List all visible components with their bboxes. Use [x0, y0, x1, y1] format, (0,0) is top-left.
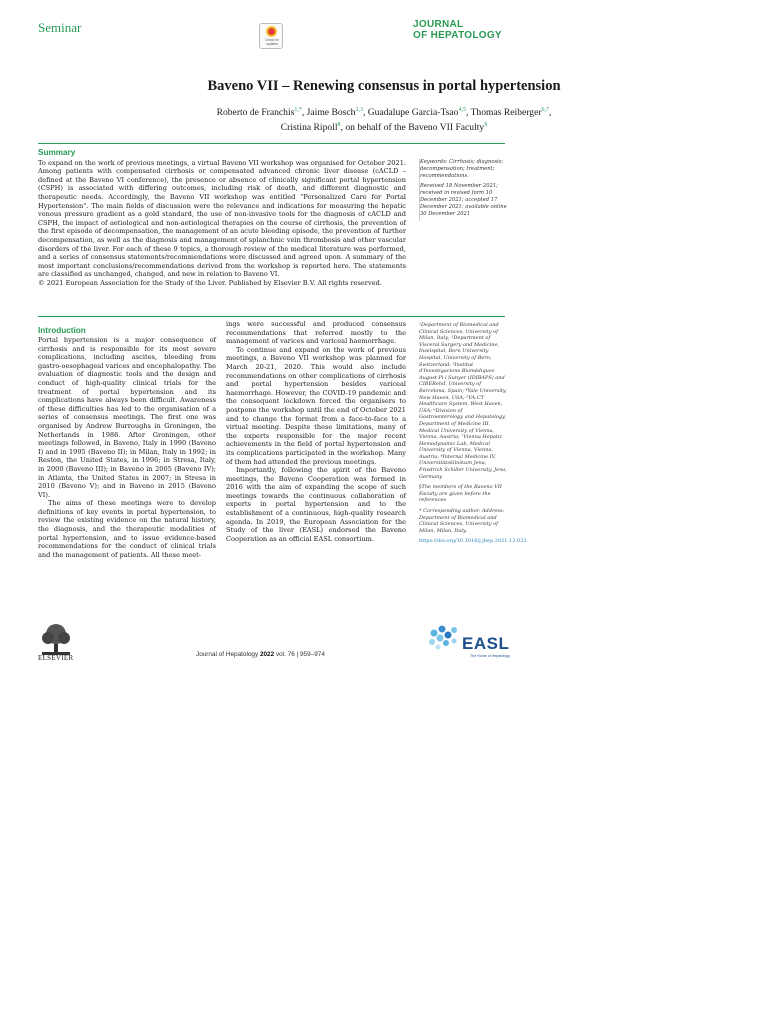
crossmark-badge[interactable]	[259, 23, 283, 49]
crossmark-icon	[266, 26, 277, 37]
article-title: Baveno VII – Renewing consensus in portal hypertension	[207, 78, 561, 94]
author-affiliation-ref[interactable]: 6,7	[541, 107, 550, 113]
author-name[interactable]: Thomas Reiberger	[470, 107, 542, 119]
author-name[interactable]: Guadalupe Garcia-Tsao	[367, 107, 459, 119]
author-affiliation-ref[interactable]: 2,3	[355, 107, 363, 113]
intro-paragraph: The aims of these meetings were to develop definitions of key events in portal hypertension, to review the existing evidence on the natural history, the diagnosis, and the therapeutic modalities of portal hypertension, and to issue evidence-based recommendations for the conduct of clinical trials and the management of patients. All these meet-	[38, 499, 216, 559]
intro-paragraph: Importantly, following the spirit of the Baveno meetings, the Baveno Cooperation was formed in 2016 with the aim of expanding the scope of such meetings towards the continuous collaboration of experts in portal hypertension and to the establishment of a continuous, high-quality research agenda. In 2019, the European Association for the Study of the liver (EASL) endorsed the Baveno Cooperation as an official EASL consortium.	[226, 466, 406, 543]
journal-volume-pages: vol. 76 | 959–974	[275, 651, 325, 658]
intro-paragraph: To continue and expand on the work of previous meetings, a Baveno VII workshop was planned for March 20-21, 2020. This would also include recommendations on other complications of cirrhosis and portal hypertension besides variceal haemorrhage. However, the COVID-19 pandemic and the consequent lockdown forced the organisers to postpone the workshop until the end of October 2021 and to change the format from a face-to-face to a virtual meeting. Despite these limitations, many of the experts responsible for the major recent achievements in the field of portal hypertension and its complications participated in the workshop. Many of them had attended the previous meetings.	[226, 345, 406, 466]
journal-logo-line1: JOURNAL	[413, 19, 464, 30]
faculty-ref[interactable]: §	[484, 122, 488, 129]
journal-logo	[413, 19, 502, 41]
affiliations-box	[419, 322, 527, 549]
author-name[interactable]: Cristina Ripoll	[280, 122, 338, 134]
received-dates: Received 18 November 2021; received in revised form 10 December 2021; accepted 17 December 2021; available online 30 December 2021	[420, 183, 507, 217]
intro-column-2	[226, 320, 406, 543]
journal-citation	[196, 651, 325, 658]
doi-link[interactable]: https://doi.org/10.1016/j.jhep.2021.12.022	[419, 538, 527, 545]
section-label: Seminar	[38, 20, 82, 35]
easl-wordmark: EASL	[462, 634, 510, 653]
intro-paragraph: ings were successful and produced consensus recommendations that referred mostly to the management of varices and variceal haemorrhage.	[226, 320, 406, 346]
summary-block	[38, 149, 406, 288]
faculty-note: §The members of the Baveno VII Faculty are given before the references	[419, 484, 502, 504]
introduction-heading: Introduction	[38, 326, 86, 335]
journal-year: 2022	[259, 651, 275, 658]
summary-text: To expand on the work of previous meetings, a virtual Baveno VII workshop was organised for October 2021. Among patients with compensated cirrhosis or compensated advanced chronic liver disease (cACLD – defined at the Baveno VI conference), the presence or absence of clinically significant portal hypertension (CSPH) is associated with differing outcomes, including risk of death, and different diagnostic and therapeutic needs. Accordingly, the Baveno VII workshop was entitled "Personalized Care for Portal Hypertension". The main fields of discussion were the relevance and indications for measuring the hepatic venous pressure gradient as a gold standard, the use of non-invasive tools for the diagnosis of cACLD and CSPH, the impact of aetiological and non-aetiological therapies on the course of cirrhosis, the prevention of the first episode of decompensation, the management of an acute bleeding episode, the prevention of further decompensation, as well as the diagnosis and management of splanchnic vein thrombosis and other vascular disorders of the liver. For each of these 9 topics, a thorough review of the medical literature was performed, and a series of consensus statements/recommendations were discussed and agreed upon. A summary of the most important conclusions/recommendations derived from the workshop is reported here. The statements are classified as unchanged, changed, and new in relation to Baveno VI.	[38, 158, 406, 279]
summary-heading: Summary	[38, 148, 76, 157]
summary-copyright: © 2021 European Association for the Study of the Liver. Published by Elsevier B.V. All rights reserved.	[38, 278, 382, 287]
author-group: , on behalf of the Baveno VII Faculty	[340, 122, 485, 134]
elsevier-wordmark: ELSEVIER	[38, 654, 74, 662]
author-name[interactable]: Roberto de Franchis	[216, 107, 295, 119]
easl-tagline: The Home of Hepatology	[470, 654, 510, 658]
intro-paragraph: Portal hypertension is a major consequence of cirrhosis and is responsible for its most severe complications, including ascites, bleeding from gastro-oesophageal varices and encephalopathy. The evaluation of diagnostic tools and the design and conduct of high-quality clinical trials for the treatment of portal hypertension and its complications have always been difficult. Awareness of these difficulties has led to the organisation of a series of consensus meetings. The first one was organised by Andrew Burroughs in Groningen, the Netherlands in 1986. After Groningen, other meetings followed, in Baveno, Italy in 1990 (Baveno I) and in 1995 (Baveno II); in Milan, Italy in 1992; in Reston, the United States, in 1996; in Stresa, Italy, in 2000 (Baveno III); in Baveno in 2005 (Baveno IV); in Atlanta, the United States in 2007; in Stresa in 2010 (Baveno V); and in Baveno in 2015 (Baveno VI).	[38, 336, 216, 499]
affiliations: ¹Department of Biomedical and Clinical Sciences, University of Milan, Italy; ²Department of Visceral Surgery and Medicine, Inselspital, Bern University Hospital, University of Bern, Switzerland; ³Institut d'Investigacions Biomèdiques August Pi i Sunyer (IDIBAPS) and CIBERehd, University of Barcelona, Spain; ⁴Yale University, New Haven, USA; ⁵VA-CT Healthcare System, West Haven, USA; ⁶Division of Gastroenterology and Hepatology, Department of Medicine III, Medical University of Vienna, Vienna, Austria; ⁷Vienna Hepatic Hemodynamic Lab, Medical University of Vienna, Vienna, Austria; ⁸Internal Medicine IV, Universitätsklinikum Jena, Friedrich Schiller University, Jena, Germany	[419, 322, 507, 480]
author-line-1: Roberto de Franchis$^{1,*}$, Jaime Bosch$^{2,3}$, Guadalupe Garcia-Tsao$^{4,5}$, Thomas Reiberger$^{6,7}$,	[216, 107, 552, 119]
author-affiliation-ref[interactable]: 4,5	[458, 107, 466, 113]
author-affiliation-ref[interactable]: 1,*	[294, 107, 302, 113]
keywords-box	[419, 159, 507, 221]
crossmark-text: Check for updates	[265, 38, 279, 46]
journal-logo-line2: OF HEPATOLOGY	[413, 30, 502, 41]
keywords: Keywords: Cirrhosis; diagnosis; decompensation; treatment; recommendations.	[420, 159, 504, 179]
summary-divider	[38, 143, 505, 144]
journal-name: Journal of Hepatology	[196, 651, 259, 658]
author-line-2	[0, 119, 768, 134]
author-affiliation-ref[interactable]: 8	[337, 122, 341, 129]
author-name[interactable]: Jaime Bosch	[306, 107, 356, 119]
author-list	[0, 104, 768, 134]
corresponding-author: * Corresponding author. Address: Department of Biomedical and Clinical Sciences, University of Milan, Milan, Italy.	[419, 508, 505, 534]
intro-column-1	[38, 336, 216, 559]
intro-divider	[38, 316, 505, 317]
